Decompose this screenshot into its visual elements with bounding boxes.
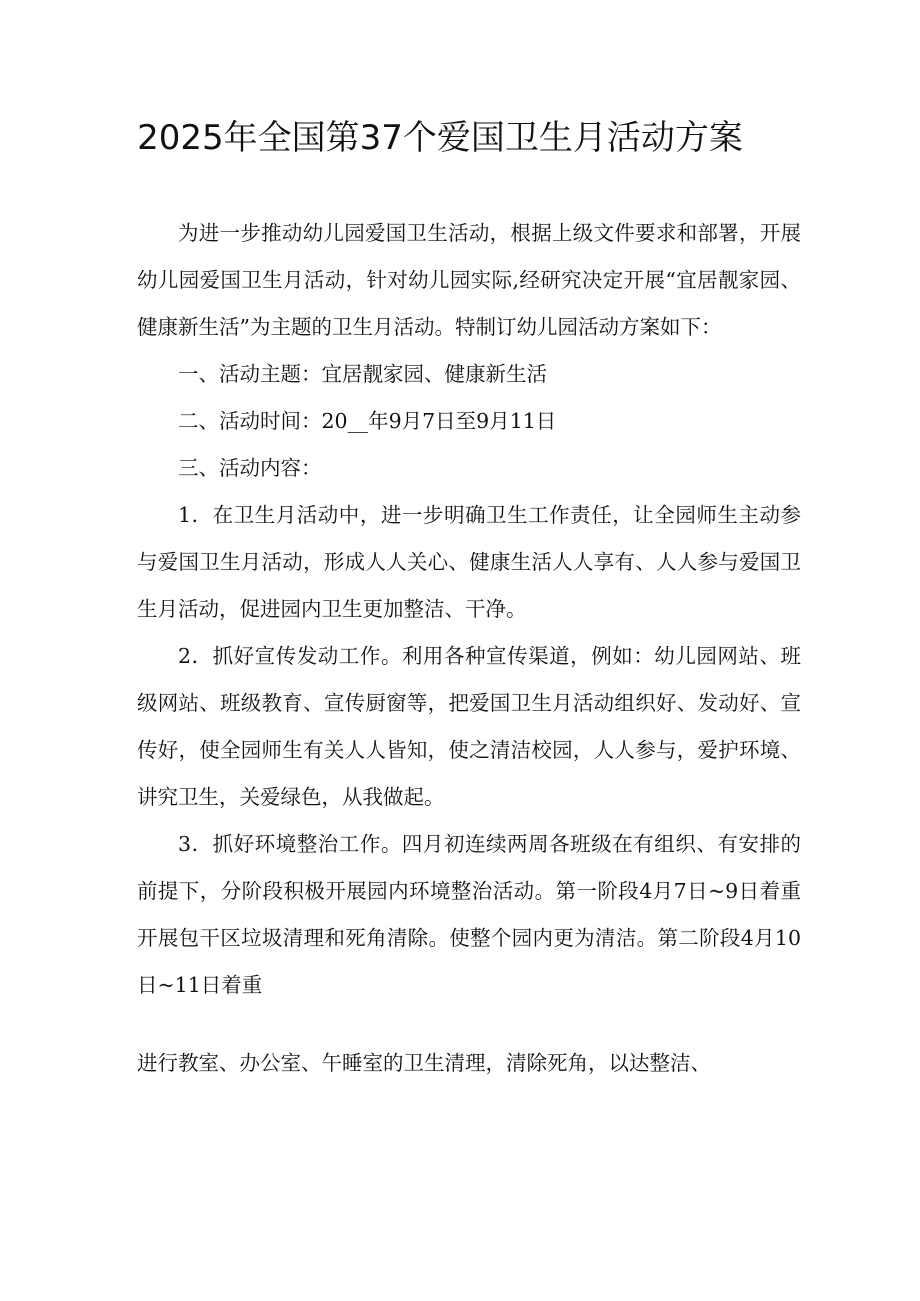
paragraph-item-1: 1．在卫生月活动中，进一步明确卫生工作责任，让全园师生主动参与爱国卫生月活动，形成人人关心、健康生活人人享有、人人参与爱国卫生月活动，促进园内卫生更加整洁、干净。 <box>137 503 801 621</box>
paragraph-theme: 一、活动主题：宜居靓家园、健康新生活 <box>178 362 547 386</box>
document-body <box>137 210 801 1087</box>
paragraph-time: 二、活动时间：20__年9月7日至9月11日 <box>178 409 557 433</box>
paragraph-gap <box>137 1009 801 1040</box>
paragraph-item-3: 3．抓好环境整治工作。四月初连续两周各班级在有组织、有安排的前提下，分阶段积极开展园内环境整治活动。第一阶段4月7日~9日着重开展包干区垃圾清理和死角清除。使整个园内更为清洁。第二阶段4月10日~11日着重 <box>137 832 801 997</box>
paragraph-item-2: 2．抓好宣传发动工作。利用各种宣传渠道，例如：幼儿园网站、班级网站、班级教育、宣传厨窗等，把爱国卫生月活动组织好、发动好、宣传好，使全园师生有关人人皆知，使之清洁校园，人人参与，爱护环境、讲究卫生，关爱绿色，从我做起。 <box>137 644 801 809</box>
paragraph-intro: 为进一步推动幼儿园爱国卫生活动，根据上级文件要求和部署，开展幼儿园爱国卫生月活动，针对幼儿园实际,经研究决定开展“宜居靓家园、健康新生活”为主题的卫生月活动。特制订幼儿园活动方案如下： <box>137 221 801 339</box>
paragraph-content-heading: 三、活动内容： <box>178 456 322 480</box>
document-title: 2025年全国第37个爱国卫生月活动方案 <box>137 118 743 158</box>
paragraph-continuation: 进行教室、办公室、午睡室的卫生清理，清除死角，以达整洁、 <box>137 1051 711 1075</box>
